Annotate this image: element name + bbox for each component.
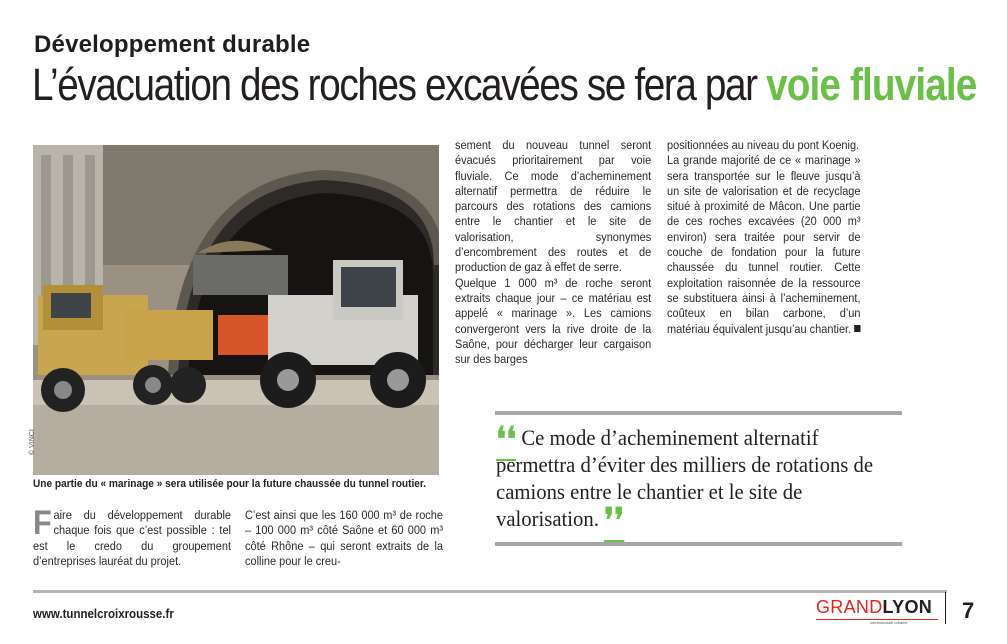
pull-quote-text: Ce mode d’acheminement alternatif permettra d’éviter des milliers de rotations de camions entre le chantier et le site de valorisation. <box>496 425 874 531</box>
footer-divider <box>945 592 946 624</box>
photo-caption: Une partie du « marinage » sera utilisée pour la future chaussée du tunnel routier. <box>33 478 427 490</box>
article-intro-text: aire du développement durable chaque fois que c’est possible : tel est le credo du groupement d’entreprises lauréat du projet. <box>33 508 231 568</box>
article-paragraph-text: La grande majorité de ce « marinage » sera transportée sur le fleuve jusqu’à un site de valorisation et de recyclage situé à proximité de Mâcon. Une partie de ces roches excavées (20 000 m³ environ) sera traitée pour servir de couche de fondation pour la future chaussée du tunnel routier. Cette exploitation raisonnée de la ressource se substituera ainsi à l’acheminement, coûteux en bilan carbone, d’un matériau équivalent jusqu’au chantier. <box>667 153 861 336</box>
logo-grand: GRAND <box>816 597 883 617</box>
article-intro <box>33 504 231 569</box>
pull-quote <box>496 422 882 540</box>
grandlyon-logo <box>816 597 932 618</box>
construction-photo <box>33 145 439 475</box>
article-column-4 <box>245 508 443 569</box>
article-paragraph <box>33 504 231 569</box>
quote-top-rule <box>495 411 902 415</box>
article-paragraph: positionnées au niveau du pont Koenig. <box>667 138 860 152</box>
section-title: Développement durable <box>34 31 311 58</box>
construction-photo-icon <box>33 145 439 475</box>
drop-cap: F <box>33 504 52 542</box>
article-paragraph: Quelque 1 000 m³ de roche seront extraits chaque jour – ce matériau est appelé « marinage ». Les camions convergeront vers la rive droite de la Saône, pour décharger leur cargaison sur des barges <box>455 275 652 367</box>
end-mark-icon <box>854 325 860 332</box>
quote-bottom-rule <box>495 542 902 546</box>
logo-tagline: communauté urbaine <box>870 620 908 625</box>
headline-main: L’évacuation des roches excavées se fera par <box>32 59 767 110</box>
close-quote-icon: ❜❜ <box>604 503 625 540</box>
page-number: 7 <box>962 598 975 623</box>
article-column-2 <box>667 138 861 337</box>
logo-lyon: LYON <box>882 597 933 617</box>
footer-rule <box>33 590 947 593</box>
headline <box>32 59 977 110</box>
open-quote-icon: ❛❛ <box>496 422 517 459</box>
article-paragraph <box>667 153 861 337</box>
footer-url-link[interactable]: www.tunnelcroixrousse.fr <box>33 607 174 621</box>
article-column-1 <box>455 138 651 367</box>
article-paragraph: C’est ainsi que les 160 000 m³ de roche – 100 000 m³ côté Saône et 60 000 m³ côté Rhône – qui seront extraits de la colline pour le creu- <box>245 508 443 568</box>
photo-credit: © VINCI <box>29 429 36 455</box>
article-paragraph: sement du nouveau tunnel seront évacués prioritairement par voie fluviale. Ce mode d’acheminement alternatif permettra de réduire le parcours des rotations des camions entre le chantier et le site de valorisation, synonymes d’encombrement des routes et de production de gaz à effet de serre. <box>455 138 652 275</box>
headline-highlight: voie fluviale <box>766 59 977 110</box>
